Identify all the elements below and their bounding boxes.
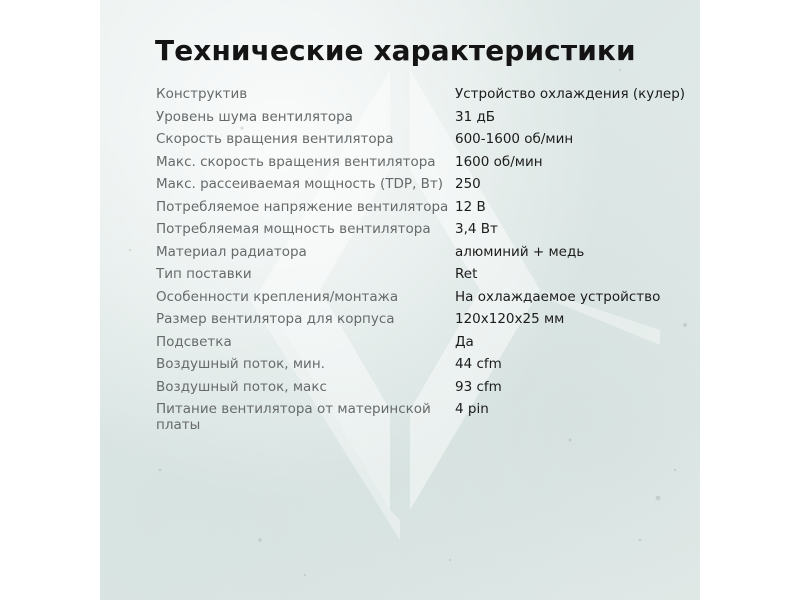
spec-value: Да (455, 333, 474, 350)
spec-label: Воздушный поток, мин. (156, 356, 325, 372)
spec-row-airflow-max (156, 379, 676, 402)
spec-value: 3,4 Вт (455, 221, 498, 237)
spec-label: Тип поставки (156, 266, 252, 282)
spec-label: Конструктив (156, 86, 248, 102)
spec-row-delivery-type (156, 266, 676, 289)
spec-value: На охлаждаемое устройство (455, 288, 661, 305)
spec-value: 12 В (455, 198, 486, 215)
spec-row-noise-level (156, 109, 676, 132)
spec-value: алюминий + медь (455, 243, 585, 260)
spec-value: Устройство охлаждения (кулер) (455, 86, 686, 102)
spec-value: 93 cfm (455, 378, 502, 395)
spec-value: 44 cfm (455, 356, 502, 372)
spec-value: 120x120x25 мм (455, 311, 565, 327)
spec-row-voltage (156, 199, 676, 222)
spec-value: Ret (455, 266, 478, 282)
page-title: Технические характеристики (155, 34, 636, 67)
spec-row-tdp (156, 176, 676, 199)
spec-value: 250 (455, 176, 481, 192)
spec-label: Особенности крепления/монтажа (156, 288, 399, 305)
spec-label: Размер вентилятора для корпуса (156, 311, 395, 327)
spec-value: 600-1600 об/мин (455, 131, 574, 147)
spec-value: 1600 об/мин (455, 153, 543, 170)
spec-row-radiator-material (156, 244, 676, 267)
spec-label: Макс. рассеиваемая мощность (TDP, Вт) (156, 176, 444, 192)
spec-label: Скорость вращения вентилятора (156, 131, 394, 147)
spec-row-mounting (156, 289, 676, 312)
spec-label: Потребляемое напряжение вентилятора (156, 198, 449, 215)
spec-row-construction (156, 86, 686, 109)
spec-label: Воздушный поток, макс (156, 378, 327, 395)
spec-value: 31 дБ (455, 108, 496, 125)
spec-label: Уровень шума вентилятора (156, 108, 353, 125)
spec-label: Подсветка (156, 333, 232, 350)
spec-label: Питание вентилятора от материнской платы (156, 401, 431, 433)
spec-card (100, 0, 700, 600)
spec-label: Макс. скорость вращения вентилятора (156, 153, 436, 170)
spec-label: Потребляемая мощность вентилятора (156, 221, 431, 237)
spec-row-fan-size (156, 311, 676, 334)
spec-row-fan-power-connector (156, 401, 676, 433)
spec-row-backlight (156, 334, 676, 357)
spec-row-rotation-speed (156, 131, 676, 154)
spec-value: 4 pin (455, 401, 489, 417)
spec-row-airflow-min (156, 356, 676, 379)
spec-row-power (156, 221, 676, 244)
spec-label: Материал радиатора (156, 243, 307, 260)
spec-table (156, 86, 686, 433)
spec-row-max-rotation-speed (156, 154, 676, 177)
